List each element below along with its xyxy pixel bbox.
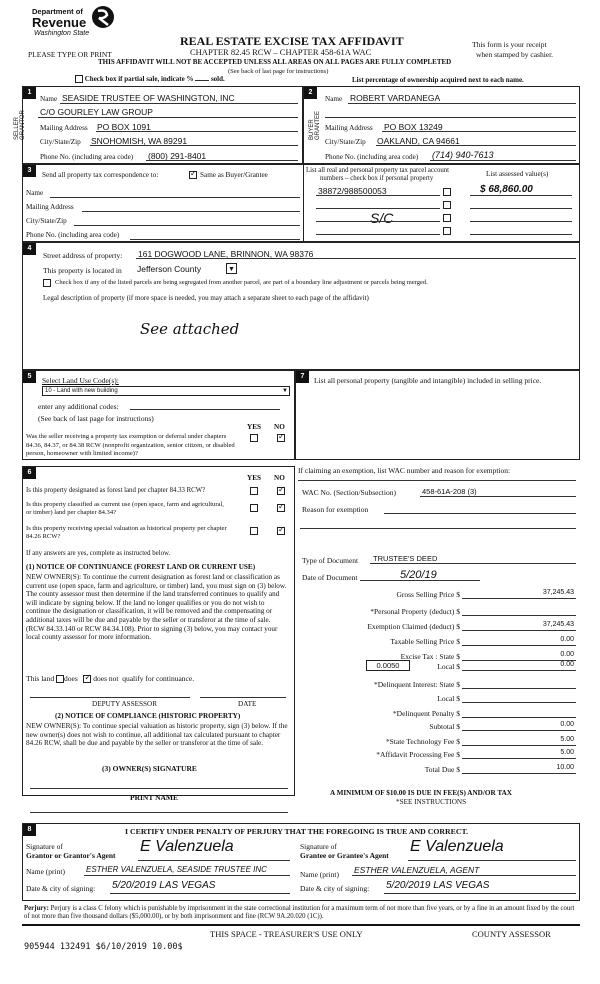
buyer-mail[interactable]: PO BOX 13249 (384, 122, 443, 132)
receipt-note-2: when stamped by cashier. (476, 50, 554, 59)
grantee-print-name[interactable]: ESTHER VALENZUELA, AGENT (354, 865, 480, 875)
buyer-city[interactable]: OAKLAND, CA 94661 (377, 136, 460, 146)
partial-sale-row (75, 75, 225, 83)
money-row-label: *Delinquent Interest: State $ (373, 680, 460, 689)
money-row-label: Local $ (437, 694, 460, 703)
county-dropdown-icon[interactable]: ▼ (226, 263, 237, 274)
parcel-header-2: numbers – check box if personal property (320, 175, 434, 182)
same-as-buyer-label: Same as Buyer/Grantee (200, 171, 268, 179)
section-6-number: 6 (23, 467, 36, 479)
notice-compliance-text: NEW OWNER(S): To continue special valuation as historic property, sign (3) below. If the new owner(s) does not wish to continue, all additional tax calculated pursuant to chapter 84.26 RCW, shall be due and payable by the seller or transferor at the time of sale. (26, 722, 288, 748)
grantor-date-label: Date & city of signing: (26, 884, 96, 893)
money-row-value[interactable]: 5.00 (560, 736, 574, 743)
receipt-note-1: This form is your receipt (472, 40, 547, 49)
exemption-question: Was the seller receiving a property tax exemption or deferral under chapters 84.36, 84.37, or 84.38 RCW (nonprofit organization, senior citizen, or disabled person, homeowner with limited income)? (26, 433, 235, 457)
seller-city[interactable]: SNOHOMISH, WA 89291 (91, 136, 188, 146)
county-assessor-label: COUNTY ASSESSOR (472, 929, 551, 939)
doc-date[interactable]: 5/20/19 (400, 569, 437, 581)
sec3-phone-label: Phone No. (including area code) (26, 231, 120, 239)
sec3-city-label: City/State/Zip (26, 217, 67, 225)
see-back-note: (See back of last page for instructions) (228, 68, 329, 75)
grantee-date-label: Date & city of signing: (300, 884, 370, 893)
money-row-label: Subtotal $ (429, 722, 460, 731)
wac-label: WAC No. (Section/Subsection) (302, 488, 396, 497)
county-select[interactable]: Jefferson County (137, 264, 202, 274)
located-in-label: This property is located in (43, 266, 122, 275)
buyer-city-label: City/State/Zip (325, 138, 366, 146)
section-4-number: 4 (23, 243, 36, 255)
money-row-label: Taxable Selling Price $ (390, 637, 460, 646)
qualify-label: qualify for continuance. (122, 674, 195, 683)
money-row-line (462, 702, 576, 703)
buyer-phone-label: Phone No. (including area code) (325, 153, 419, 161)
money-row-label: *Affidavit Processing Fee $ (376, 750, 460, 759)
perjury-note (24, 905, 580, 922)
section-4-property (22, 242, 580, 370)
money-row-line (462, 773, 576, 774)
money-row-label: Local $ (437, 662, 460, 671)
if-yes-note: If any answers are yes, complete as instructed below. (26, 550, 171, 557)
footer-divider (22, 924, 580, 926)
additional-codes-label: enter any additional codes: (38, 402, 119, 411)
section-3-number: 3 (23, 165, 36, 177)
money-row-value[interactable]: 0.00 (560, 661, 574, 668)
money-row-value[interactable]: 10.00 (556, 764, 574, 771)
money-row-line (462, 630, 576, 631)
doc-date-label: Date of Document (302, 573, 358, 582)
seller-phone-label: Phone No. (including area code) (40, 153, 134, 161)
seller-name[interactable]: SEASIDE TRUSTEE OF WASHINGTON, INC (62, 93, 235, 103)
money-row-line (462, 598, 576, 599)
section-2-number: 2 (304, 87, 317, 99)
send-correspondence-label: Send all property tax correspondence to: (42, 171, 159, 179)
money-row-label: Total Due $ (424, 765, 460, 774)
perjury-label: Perjury: (24, 905, 49, 912)
money-row-label: *State Technology Fee $ (385, 737, 460, 746)
sold-label: sold. (210, 75, 225, 83)
personal-property-label: List all personal property (tangible and intangible) included in selling price. (314, 376, 542, 385)
seller-phone[interactable]: (800) 291-8401 (148, 151, 207, 161)
type-or-print: PLEASE TYPE OR PRINT (28, 50, 112, 59)
money-row-value[interactable]: 0.00 (560, 721, 574, 728)
sec6-no: NO (274, 474, 285, 482)
forest-question: Is this property designated as forest land per chapter 84.33 RCW? (26, 487, 206, 494)
money-row-label: *Personal Property (deduct) $ (370, 607, 460, 616)
deputy-assessor-label: DEPUTY ASSESSOR (92, 700, 158, 708)
street-address[interactable]: 161 DOGWOOD LANE, BRINNON, WA 98376 (138, 249, 314, 259)
seller-name-2[interactable]: C/O GOURLEY LAW GROUP (40, 107, 153, 117)
grantor-signature[interactable]: E Valenzuela (140, 838, 234, 855)
land-use-select[interactable] (42, 386, 290, 396)
exempt-no-checkbox[interactable] (277, 433, 285, 442)
parcel-checkbox-3[interactable] (443, 213, 451, 222)
cashier-stamp: 905944 132491 $6/10/2019 10.00$ (24, 942, 183, 952)
segregated-checkbox[interactable] (43, 278, 51, 287)
parcel-number[interactable]: 38872/988500053 (318, 186, 387, 196)
historic-yes-checkbox[interactable] (250, 526, 258, 535)
current-use-yes-checkbox[interactable] (250, 503, 258, 512)
money-row-line (462, 615, 576, 616)
money-row-value[interactable]: 37,245.43 (542, 589, 574, 596)
notice-continuance-title: (1) NOTICE OF CONTINUANCE (FOREST LAND OR CURRENT USE) (26, 563, 256, 571)
seller-name-label: Name (40, 95, 58, 103)
buyer-name-label: Name (325, 95, 343, 103)
owner-signature-title: (3) OWNER(S) SIGNATURE (102, 764, 197, 773)
see-attached[interactable]: See attached (140, 320, 240, 338)
does-checkbox[interactable] (56, 675, 64, 683)
assessed-header: List assessed value(s) (486, 170, 549, 178)
sec3-mail-label: Mailing Address (26, 203, 74, 211)
form-title: REAL ESTATE EXCISE TAX AFFIDAVIT (180, 34, 404, 48)
this-land-row (26, 674, 194, 683)
grantor-sig-label-2: Grantor or Grantor's Agent (26, 851, 116, 860)
forest-no-checkbox[interactable] (277, 486, 285, 495)
exemption-claim-label: If claiming an exemption, list WAC number and reason for exemption: (298, 466, 511, 475)
street-label: Street address of property: (43, 251, 123, 260)
money-row-label: Exemption Claimed (deduct) $ (367, 622, 460, 631)
land-use-value: 10 - Land with new building (45, 388, 118, 394)
sec5-yes: YES (247, 423, 261, 431)
historic-question: Is this property receiving special valuation as historical property per chapter 84.26 RCW? (26, 525, 227, 540)
money-row-label: Excise Tax : State $ (400, 652, 460, 661)
doc-type[interactable]: TRUSTEE'S DEED (373, 554, 438, 563)
grantor-date-city[interactable]: 5/20/2019 LAS VEGAS (112, 880, 216, 891)
current-use-question: Is this property classified as current use (open space, farm and agricultural, or timber) land per chapter 84.34? (26, 501, 224, 516)
perjury-text: Perjury is a class C felony which is punishable by imprisonment in the state correctional institution for a maximum term of not more than five years, or by a fine in an amount fixed by the court of not more than five thousand dollars ($5,000.00), or by both imprisonment and fine (RCW 9A.20.020 (1C)). (24, 905, 575, 921)
grantee-date-city[interactable]: 5/20/2019 LAS VEGAS (386, 880, 490, 891)
reason-label: Reason for exemption (302, 505, 369, 514)
sec5-no: NO (274, 423, 285, 431)
sec3-name-label: Name (26, 189, 44, 197)
sc-handwriting: S/C (370, 210, 394, 226)
legal-description-label: Legal description of property (if more space is needed, you may attach a separate sheet to each page of the affidavit) (43, 294, 369, 302)
dor-logo (30, 5, 118, 41)
grantee-name-label: Name (print) (300, 870, 339, 879)
treasurer-use-label: THIS SPACE - TREASURER'S USE ONLY (210, 929, 363, 939)
does-label: does (64, 674, 78, 683)
section-1-number: 1 (23, 87, 36, 99)
buyer-side-label: BUYER GRANTEE (309, 110, 321, 140)
grantee-sig-label-2: Grantee or Grantee's Agent (300, 851, 389, 860)
certify-text: I CERTIFY UNDER PENALTY OF PERJURY THAT THE FOREGOING IS TRUE AND CORRECT. (125, 827, 469, 836)
minimum-note: A MINIMUM OF $10.00 IS DUE IN FEE(S) AND/OR TAX (330, 789, 512, 797)
money-row-line (462, 758, 576, 759)
parcel-header-1: List all real and personal property tax parcel account (306, 167, 450, 174)
doc-type-label: Type of Document (302, 556, 359, 565)
money-row-label: Gross Selling Price $ (396, 590, 460, 599)
partial-sale-checkbox[interactable] (75, 75, 83, 83)
money-row-line (462, 730, 576, 731)
exempt-yes-checkbox[interactable] (250, 433, 258, 442)
same-as-buyer-checkbox[interactable] (189, 170, 197, 179)
logo-agency: Revenue (32, 15, 87, 30)
money-row-line (462, 645, 576, 646)
money-row-line (462, 688, 576, 689)
parcel-checkbox-1[interactable] (443, 187, 451, 196)
logo-dept: Department of (32, 7, 83, 16)
partial-sale-label: Check box if partial sale, indicate % (84, 75, 194, 83)
parcel-checkbox-4[interactable] (443, 226, 451, 235)
ownership-note: List percentage of ownership acquired next to each name. (352, 76, 524, 84)
current-use-no-checkbox[interactable] (277, 503, 285, 512)
form-warning: THIS AFFIDAVIT WILL NOT BE ACCEPTED UNLESS ALL AREAS ON ALL PAGES ARE FULLY COMPLETED (98, 58, 452, 66)
local-rate[interactable]: 0.0050 (366, 660, 410, 671)
money-row-value[interactable]: 0.00 (560, 636, 574, 643)
notice-compliance-title: (2) NOTICE OF COMPLIANCE (HISTORIC PROPERTY) (55, 712, 241, 720)
seller-city-label: City/State/Zip (40, 138, 81, 146)
sec5-see-back: (See back of last page for instructions) (38, 414, 154, 423)
seller-mail-label: Mailing Address (40, 124, 88, 132)
money-row-line (462, 670, 576, 671)
forest-yes-checkbox[interactable] (250, 486, 258, 495)
land-use-label: Select Land Use Code(s): (42, 376, 119, 385)
money-row-line (462, 717, 576, 718)
seller-side-label: SELLER GRANTOR (14, 110, 26, 140)
buyer-phone[interactable]: (714) 940-7613 (432, 150, 494, 160)
does-not-checkbox[interactable] (83, 675, 91, 683)
grantor-name-label: Name (print) (26, 867, 65, 876)
money-row-value[interactable]: 5.00 (560, 749, 574, 756)
form-chapter: CHAPTER 82.45 RCW – CHAPTER 458-61A WAC (190, 47, 372, 57)
this-land-label: This land (26, 674, 55, 683)
buyer-name[interactable]: ROBERT VARDANEGA (350, 93, 441, 103)
sec6-yes: YES (247, 474, 261, 482)
money-row-value[interactable]: 37,245.43 (542, 621, 574, 628)
logo-state: Washington State (34, 30, 90, 37)
seller-mail[interactable]: PO BOX 1091 (97, 122, 151, 132)
buyer-mail-label: Mailing Address (325, 124, 373, 132)
wac-number[interactable]: 458-61A-208 (3) (422, 487, 477, 496)
print-name-label: PRINT NAME (130, 793, 178, 802)
logo-emblem-icon (90, 5, 116, 29)
segregated-label: Check box if any of the listed parcels are being segregated from another parcel, are part of a boundary line adjustment or parcels being merged. (55, 279, 428, 286)
assessed-value[interactable]: $ 68,860.00 (480, 184, 533, 195)
deputy-date-label: DATE (238, 700, 257, 708)
grantor-sig-label-1: Signature of (26, 842, 63, 851)
parcel-checkbox-2[interactable] (443, 200, 451, 209)
notice-continuance-text: NEW OWNER(S): To continue the current designation as forest land or classification as current use (open space, farm and agriculture, or timber) land, you must sign on (3) below. The county assessor must then determine if the land transferred continues to qualify and will indicate by signing below. If the land no longer qualifies or you do not wish to continue the designation or classification, it will be removed and the compensating or additional taxes will be due and payable by the seller or transferor at the time of sale. (RCW 84.33.140 or RCW 84.34.108). Prior to signing (3) below, you may contact your local county assessor for more information. (26, 573, 287, 642)
land-use-dropdown-icon[interactable]: ▼ (282, 388, 288, 394)
section-5-number: 5 (23, 371, 36, 383)
section-7-number: 7 (296, 371, 309, 383)
grantee-signature[interactable]: E Valenzuela (410, 838, 504, 855)
money-row-label: *Delinquent Penalty $ (392, 709, 460, 718)
money-row-value[interactable]: 0.00 (560, 651, 574, 658)
grantee-sig-label-1: Signature of (300, 842, 337, 851)
see-instructions: *SEE INSTRUCTIONS (396, 798, 467, 806)
section-8-number: 8 (23, 824, 36, 836)
does-not-label: does not (93, 674, 119, 683)
money-row-line (462, 745, 576, 746)
grantor-print-name[interactable]: ESTHER VALENZUELA, SEASIDE TRUSTEE INC (86, 865, 267, 874)
historic-no-checkbox[interactable] (277, 526, 285, 535)
